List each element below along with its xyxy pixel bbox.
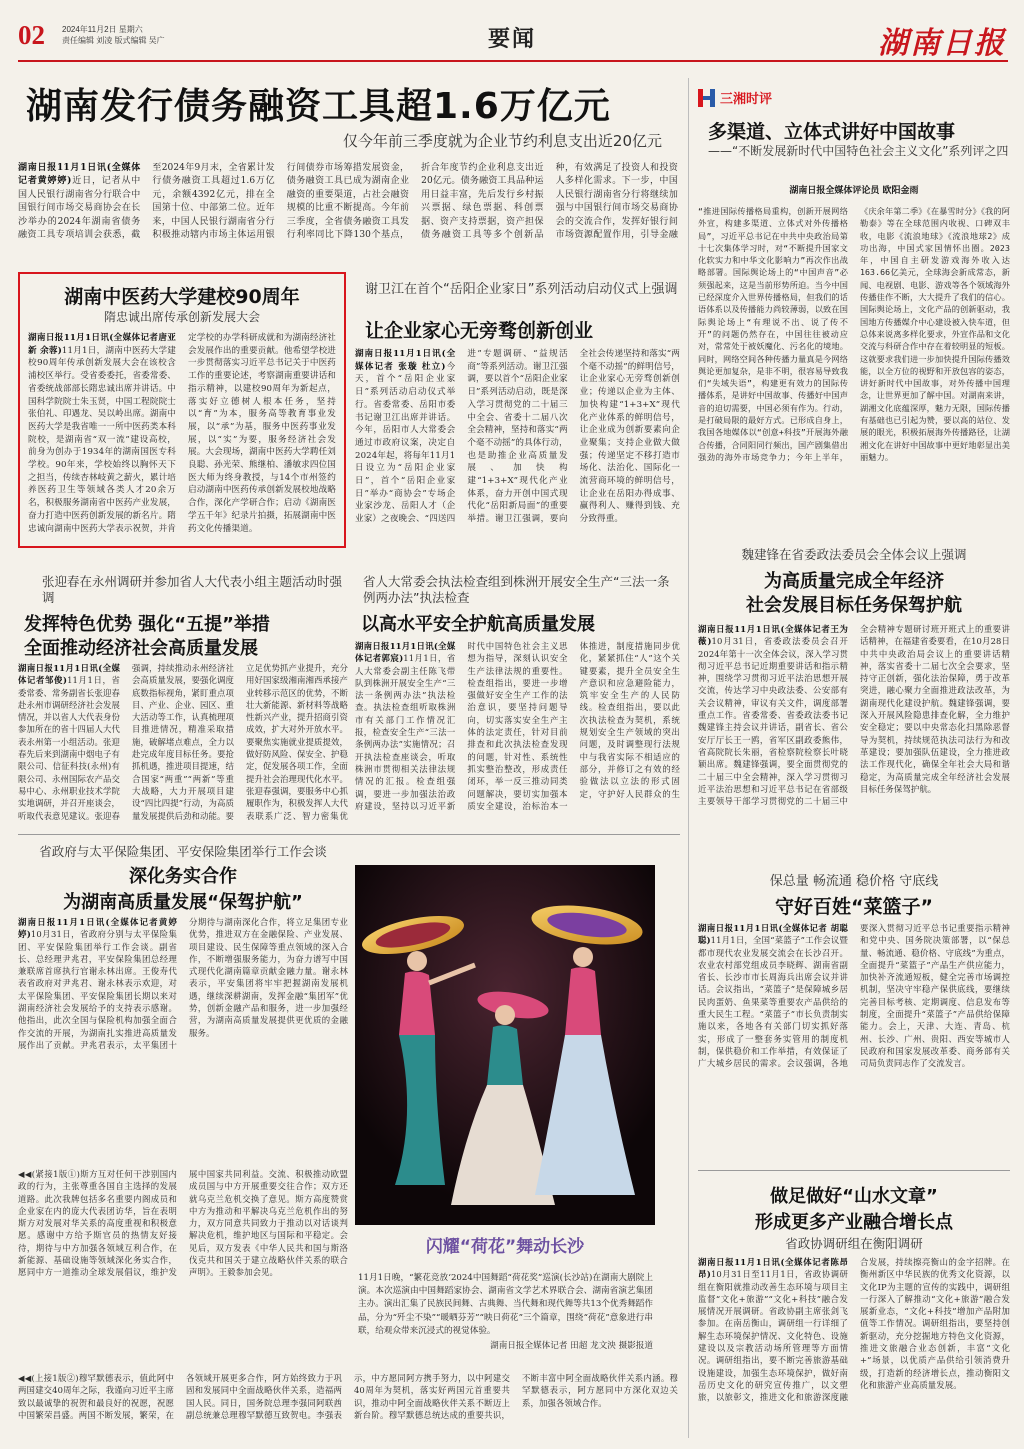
tcm-headline: 湖南中医药大学建校90周年 [64, 286, 300, 308]
section-name: 要闻 [488, 26, 537, 52]
insurance-kicker: 省政府与太平保险集团、平安保险集团举行工作会谈 [39, 844, 327, 859]
insurance-headline-2: 为湖南高质量发展“保驾护航” [63, 892, 303, 913]
safety-byline: 湖南日报11月1日讯(全媒体记者郭宸) [355, 641, 456, 664]
politics-article [698, 545, 1010, 835]
zhang-headline-1: 发挥特色优势 强化“五提”举措 [24, 614, 270, 635]
safety-headline: 以高水平安全护航高质量发展 [361, 614, 595, 635]
lead-body [18, 162, 678, 254]
zhang-headline-2: 全面推动经济社会高质量发展 [24, 638, 258, 659]
right-divider [698, 1170, 1010, 1171]
tcm-subhead: 隋忠诚出席传承创新发展大会 [103, 310, 260, 324]
politics-headline-2: 社会发展目标任务保驾护航 [746, 595, 962, 616]
lead-headline: 湖南发行债务融资工具超1.6万亿元 [26, 86, 611, 127]
zhang-article [18, 574, 348, 824]
column-divider [688, 78, 689, 1438]
tcm-body-text: 11月1日，湖南中医药大学建校90周年传承创新发展大会在该校含浦校区举行。受省委委托，省委常委、省委统战部部长隋忠诚出席并讲话。中国科学院院士朱玉贤，中国工程院院士张伯礼、印遇龙、吴以岭出席。湖南中医药大学是我省唯一一所中医药类本科院校，是湖南省“双一流”建设高校，前身为创办于1934年的湖南国医专科学校。90年来，学校始终以胸怀天下之担当，传续杏林岐黄之薪火，累计培养医药卫生等领域各类人才20余万名，积极服务湖南省中医药产业发展，奋力打造中医药创新发展的新名片。隋忠诚向湖南中医药大学表示祝贺，并肯定学校的办学科研成就和为湖南经济社会发展作出的重要贡献。他希望学校进一步贯彻落实习近平总书记关于中医药工作的重要论述，考察湖南重要讲话和指示精神，以建校90周年为新起点，落实好立德树人根本任务，坚持以“育”为本，服务高等教育事业发展，以“承”为基，服务中医药事业发展，以“实”为要，服务经济社会发展。大会现场，湖南中医药大学聘任刘良聪、孙光荣、熊继柏、潘敏求四位国医大师为终身教授，与14个市州签约启动湖南中医药传承创新发展校地战略合作，深化产学研合作；启动《湖南医学五千年》纪录片拍摄，拓展湖南中医药文化传播渠道。 [28, 333, 336, 534]
commentary-subhead: ——“不断发展新时代中国特色社会主义文化”系列评之四 [708, 144, 1009, 158]
masthead-meta [62, 24, 165, 46]
photo-caption [358, 1272, 653, 1353]
commentary-headline: 多渠道、立体式讲好中国故事 [708, 121, 956, 143]
landscape-subhead: 省政协调研组在衡阳调研 [785, 1236, 923, 1251]
page-number: 02 [18, 20, 45, 50]
masthead [18, 18, 1008, 62]
issue-date: 2024年11月2日 星期六 [62, 25, 143, 34]
insurance-body-text: 10月31日，省政府分别与太平保险集团、平安保险集团举行工作会谈。副省长、总经理尹兆君，平安保险集团总经理兼联席首席执行官谢永林出席。王俊寿代表省政府对尹兆君、谢永林表示欢迎，对太平保险集团、平安保险集团长期以来对湖南经济社会发展给予的支持表示感谢。他指出，此次全国与保险机构加强全面合作交流的开展，为湖南扎实推进高质量发展作出了贡献。尹兆君表示，太平集团十分期待与湖南深化合作，将立足集团专业优势，推进双方在金融保险、产业发展、项目建设、民生保障等重点领域的深入合作，不断增强服务能力，为奋力谱写中国式现代化湖南篇章贡献金融力量。谢永林表示，平安集团将牢牢把握湖南发展机遇，继续深耕湖南，发挥金融“集团军”优势，创新金融产品和服务，进一步加强经营，为湖南高质量发展提供更优质的金融服务。 [18, 917, 348, 1050]
xie-article [355, 282, 680, 548]
safety-kicker: 省人大常委会执法检查组到株洲开展安全生产“三法一条例两办法”执法检查 [363, 574, 670, 605]
xie-body [355, 348, 680, 548]
safety-body-text: 11月1日，省人大常委会副主任陈飞带队到株洲开展安全生产“三法一条例两办法”执法检查。执法检查组听取株洲市有关部门工作情况汇报，检查安全生产“三法一条例两办法”实施情况；召开执法检查座谈会，听取株洲市贯彻相关法律法规情况的汇报。检查组强调，要进一步加强法治政府建设，坚持以习近平新时代中国特色社会主义思想为指导，深刻认识安全生产法律法规的重要性。检查组指出，要进一步增强做好安全生产工作的法治意识，要坚持问题导向，切实落实安全生产主体的法定责任，针对目前排查和此次执法检查发现的问题，针对性、系统性抓实整治整改，形成责任闭环，举一反三推动同类问题解决，要切实加强本质安全建设，治标治本一体推进，制度措施同步优化，紧紧抓住“人”这个关键要素，提升全员安全生产意识和应急避险能力，筑牢安全生产的人民防线。检查组指出，要以此次执法检查为契机，系统规划安全生产领域的突出问题，及时调整现行法规中与我省实际不相适应的部分，并修订之有效的经验做法以立法的形式固定，守护好人民群众的生 [355, 641, 680, 811]
xie-headline: 让企业家心无旁骛创新创业 [365, 320, 594, 342]
zhang-body [18, 662, 348, 822]
landscape-body-text: 10月31日至11月1日，省政协调研组在衡阳就推动改善生态环境与项目主监督“文化+旅游”“文化+科技”融合发展情况开展调研。省政协副主席张剑飞参加。在南岳衡山，调研组一行详细了解生态环境保护情况、文化特色、设施建设以及宗教活动场所管理等方面情况。调研组指出，要不断完善旅游基础设施建设，加强生态环境保护，做好南岳历史文化的研究宣传推广，以文塑旅，以旅彰文，推进文化和旅游深度融合发展，持续擦亮衡山的金字招牌。在衡州新区中华民族的优秀文化资源，以文化IP为主题的宣传的实践中，调研组一行深入了解推动“文化+旅游”融合发展新业态，“文化+科技”增加产品附加值等工作情况。调研组指出，要坚持创新驱动，充分挖掘地方特色文化资源，推进文旅融合业态创新，丰富“文化+”场景，以优质产品供给引领消费升级，打造新的经济增长点，推动衡阳文化和旅游产业高质量发展。 [698, 1257, 1010, 1403]
xie-body-text: 今天，首个“岳阳企业家日”系列活动启动仪式举行。省委常委、岳阳市委书记谢卫江出席并讲话。今年，岳阳市人大常委会通过市政府议案，决定自2024年起，将每年11月1日设立为“岳阳企业家日”，首个“岳阳企业家日”举办“商协会”专场企业家沙龙、岳阳人才（企业家）之夜晚会、“四送四进”专题调研、“益规活商”等系列活动。谢卫江强调，要以首个“岳阳企业家日”系列活动启动，既是深入学习贯彻党的二十届三中全会、省委十二届八次全会精神，坚持和落实“两个毫不动摇”的具体行动，也是助推企业高质量发展、加快构建“1+3+X”现代化产业体系，奋力开创中国式现代化“岳阳新局面”的重要举措。谢卫江强调，要向全社会传递坚持和落实“两个毫不动摇”的鲜明信号，让企业家心无旁骛创新创业；传递以企业为主体、加快构建“1+3+X”现代化产业体系的鲜明信号，让企业成为创新要素向企业聚集；支持企业做大做强；传递坚定不移打造市场化、法治化、国际化一流营商环境的鲜明信号，让企业在岳阳办得成事、赢得利人、赚得到钱、充分致得重。 [355, 349, 680, 525]
zhang-byline: 湖南日报11月1日讯(全媒体记者邹俊) [18, 663, 120, 686]
politics-kicker: 魏建锋在省委政法委员会全体会议上强调 [741, 547, 967, 562]
vegetable-byline: 湖南日报11月1日讯(全媒体记者 胡聪聪) [698, 923, 848, 946]
vegetable-body [698, 922, 1010, 1152]
section-divider [18, 834, 680, 835]
lead-body-text: 近日，记者从中国人民银行湖南省分行联合中国银行间市场交易商协会在长沙举办的2024年湖南省债务融资工具专项培训会获悉，截至2024年9月末，全省累计发行债务融资工具超过1.6万亿元，余额4392亿元，排在全国第十位、中部第二位。近年来，中国人民银行湖南省分行积极推动辖内市场主体运用银行间债券市场筹措发展资金，债务融资工具已成为湖南企业融资的重要渠道，占社会融资规模的比重不断提高。今年前三季度，全省债务融资工具发行利率同比下降130个基点，折合年度节约企业利息支出近20亿元。债务融资工具品种运用日益丰富，先后发行乡村振兴票据、绿色票据、科创票据、资产支持票据，资产担保债务融资工具等多个创新品种，有效满足了投资人和投资人多样化需求。下一步，中国人民银行湖南省分行将继续加强与中国银行间市场交易商协会的交流合作，发挥好银行间市场资源配置作用，引导金融 [18, 163, 678, 241]
paper-logo: 湖南日报 [878, 26, 1006, 61]
lead-article [18, 78, 678, 258]
tcm-byline: 湖南日报11月1日讯(全媒体记者唐亚新 余蓉) [28, 333, 176, 356]
photo-caption-text: 11月1日晚，“繁花竞放‘2024中国舞蹈“荷花奖”巡演(长沙站)在湖南大剧院上演。本次巡演由中国舞蹈家协会、湖南省文学艺术界联合会、湖南省演艺集团主办。演出汇集了民族民间舞、古典舞、当代舞和现代舞等共13个优秀舞蹈作品，分为“歼尘不染”“暖晒芬芳”“映日荷花”三个篇章，围绕“荷花”意象进行串联，给观众带来沉浸式的视觉体验。 [358, 1273, 653, 1336]
commentary-body: “推进国际传播格局重构，创新开展网络外宣，构建多渠道、立体式对外传播格局”，习近平总书记在中共中央政治局第十七次集体学习时，对“不断提升国家文化软实力和中华文化影响力”再次作出战略部署。国际舆论场上的“中国声音”必须强起来，这是当前形势所迫。当今中国已经深度介入世界传播格局，但我们的话语体系以及传播能力尚较薄弱，以致在国际舆论场上“有理说不出、说了传不开”的问题仍然存在，中国往往被动应对，常常处于被妖魔化、污名化的境地。同时，网络空间各种传播力量真是今网络舆论更加复杂，是非不明，很容易导致我们“失域失语”，构建更有效力的国际传播体系，是讲好中国故事、传播好中国声音的迫切需要，中国必须有作为。行动，是打破局限的最好方式。已形成自身上，我国各地媒体以“创意+科技”开展海外融合传播，合同阳同行频出，国产剧集借出强劲的海外市场竞争力；今年上半年，《庆余年第二季》《在暴雪时分》《我的阿勒泰》等在全球范围内收视、口碑双丰收，电影《流浪地球》《流浪地球2》成功出海，中国式家国情怀出圈。2023年，中国自主研发游戏海外收入达163.66亿美元，全球海会新成常态，新闻、电视剧、电影、游戏等各个领域海外传播佳作不断，大大提升了我们的信心。国际舆论场上，文化产品的创新驱动，我国地方传播媒介中心建设被入快车道，但总体来说离多样化要求，外宣作品和文化交流与科研合作中存在着较明显的短板。这就要求我们进一步加快提升国际传播效能，以全方位的视野和开放包容的姿态，讲好新时代中国故事，对外传播中国理念，让世界更加了解中国。对湖南来讲，湖湘文化底蕴深厚，魅力无限，国际传播有基础也已引起为赞，要以高的站位、发展的眼光，积极拓展海外传播路径，让湖湘文化在讲好中国故事中更好地彰显出美丽魅力。 [698, 206, 1010, 462]
lead-byline: 湖南日报11月1日讯(全媒体记者黄婷婷) [18, 163, 141, 187]
dance-photo [355, 865, 655, 1225]
continued-body-b: ◀◀(上接1版②)穆罕默德表示，值此阿中两国建交40周年之际，我谨向习近平主席致以最诚挚的祝贺和最良好的祝愿，祝愿中国繁荣昌盛。两国不断发展，繁荣，在各领域开展更多合作，阿方始终致力于巩固和发展同中全面战略伙伴关系，造福两国人民。同日，国务院总理李强同阿联酋副总统兼总理穆罕默德互致贺电。李强表示，中方愿同阿方携手努力，以中阿建交40周年为契机，落实好两国元首重要共识，推动中阿全面战略伙伴关系不断迈上新台阶。穆罕默德总统达成的重要共识，不断丰富中阿全面战略伙伴关系内涵。穆罕默德表示，阿方愿同中方深化双边关系，加强各领域合作。 [18, 1373, 678, 1420]
continued-body-a: ◀◀(紧接1版①)斯方互对任何干涉别国内政的行为，主张尊重各国自主选择的发展道路。此次我牌包括多名重要内阁成员和企业家在内的庞大代表团访华，旨在表明斯方对发展对华关系的高度重视和积极意愿。感谢中方给予斯官员的热情友好接待，期待与中方加强各领域互利合作，在新能源、基础设施等领域深化务实合作，愿同中方一道推动全球发展倡议，维护发展中国家共同利益。交流、积极推动欧盟成员国与中方开展重要交往合作；双方还就乌克兰危机交换了意见。斯方高度赞赏中方为推动和平解决乌克兰危机作出的努力，双方同意共同致力于推动以对话谈判解决危机，维护地区与国际和平稳定。会见后，双方发表《中华人民共和国与斯洛伐克共和国关于建立战略伙伴关系的联合声明》。王毅参加会见。 [18, 1169, 348, 1278]
landscape-body [698, 1256, 1010, 1436]
commentary-column-logo [698, 88, 1010, 107]
vegetable-kicker: 保总量 畅流通 稳价格 守底线 [769, 874, 939, 889]
photo-credit: 湖南日报全媒体记者 田超 龙文泱 摄影报道 [490, 1341, 653, 1352]
tcm-article [18, 272, 346, 548]
commentary-byline: 湖南日报全媒体评论员 欧阳金雨 [789, 186, 919, 196]
zhang-kicker: 张迎春在永州调研并参加省人大代表小组主题活动时强调 [42, 574, 343, 605]
insurance-headline-1: 深化务实合作 [129, 866, 237, 887]
photo-caption-title: 闪耀“荷花”舞动长沙 [425, 1237, 585, 1257]
commentary-article [698, 88, 1010, 536]
politics-body-text: 10月31日，省委政法委员会召开2024年第十一次全体会议，深入学习贯彻习近平总书记近期重要讲话和指示精神，围绕学习贯彻习近平法治思想开展交流，传达学习中央政法委、公安部有关会议精神，审议有关文件，调度部署重点工作。省委常委、省委政法委书记魏建锋主持会议并讲话，副省长、省公安厅厅长王一鸥，省军区副政委熊伟，省高院院长朱丽，省检察院检察长叶晓颖出席。魏建锋强调，要全面贯彻党的二十届三中全会精神，深入学习贯彻习近平法治思想和习近平总书记在省部级主要领导干部学习贯彻党的二十届三中全会精神专题研讨班开班式上的重要讲话精神，在福建省委要看，在10月28日中共中央政治局会议上的重要讲话精神，落实省委十二届七次全会要求，坚持守正创新，强化法治保障，勇于改革突进，融心聚力全面推进政法改革，为湖南现代化建设护航。魏建锋强调，要深入开展风险隐患排查化解，全力维护安全稳定；要以中央常态化扫黑除恶督导为契机，持续规范执法司法行为和改革建设；要加强队伍建设，全力推进政法工作现代化，确保全年社会大局和谐稳定，为高质量完成全年经济社会发展目标任务保驾护航。 [698, 624, 1010, 807]
politics-byline: 湖南日报11月1日讯(全媒体记者王为薇) [698, 624, 848, 647]
landscape-article [698, 1182, 1010, 1444]
landscape-headline-2: 形成更多产业融合增长点 [755, 1212, 953, 1233]
vegetable-headline: 守好百姓“菜篮子” [775, 896, 933, 918]
tcm-body [28, 332, 336, 542]
xie-byline: 湖南日报11月1日讯(全媒体记者 张璇 杜立) [355, 349, 456, 372]
politics-body [698, 623, 1010, 829]
xie-kicker: 谢卫江在首个“岳阳企业家日”系列活动启动仪式上强调 [365, 282, 678, 297]
dance-photo-illustration [355, 865, 655, 1225]
politics-headline-1: 为高质量完成全年经济 [764, 571, 944, 592]
vegetable-basket-article [698, 870, 1010, 1160]
lead-subhead: 仅今年前三季度就为企业节约利息支出近20亿元 [342, 132, 662, 150]
landscape-byline: 湖南日报11月1日讯(全媒体记者陈昂昂) [698, 1257, 848, 1280]
insurance-article [18, 842, 348, 1160]
vegetable-body-text: 11月1日，全国“菜篮子”工作会议暨都市现代农业发展交流会在长沙召开。农业农村部党组成员李晓辉、湖南省副省长、长沙市市长周海兵出席会议并讲话。会议指出，“菜篮子”是保障城乡居民肉蛋奶、鱼果菜等重要农产品供给的重大民生工程。“菜篮子”市长负责制实施以来，各地各有关部门切实抓好落实，形成了一整套务实管用的制度机制，保供稳价和工作举措，有效保证了广大城乡居民的需求。会议强调，各地要深入贯彻习近平总书记重要指示精神和党中央、国务院决策部署，以“保总量、畅流通、稳价格、守底线”为重点，全面提升“菜篮子”产品生产供应能力，加快补齐流通短板，健全完善市场调控机制，坚决守牢稳产保供底线，要继续完善目标考核、定期调度、信息发布等制度，全面提升“菜篮子”产品供给保障能力。会上，天津、大连、青岛、杭州、长沙、广州、贵阳、西安等城市人民政府和国家发展改革委、商务部有关司局负责同志作了交流发言。 [698, 923, 1010, 1069]
zhang-body-text: 11月1日，省委常委、常务副省长张迎春赴永州市调研经济社会发展情况，并以省人大代表身份参加所在的省十四届人大代表永州第一小组活动。张迎春先后来到湖南中烟电子有限公司、信征科技(永州)有限公司、永州国际农产品交易中心、永州职业技术学院实地调研，并召开座谈会，听取代表意见建议。张迎春强调，持续推动永州经济社会高质量发展，要强化调度底数指标视角，紧盯重点项目、产业、企业、园区、重大活动等工作，认真梳理项目推进情况，精准采取措施，破解堵点难点，全力以赴完成年度目标任务。要抢抓机遇，推进项目提速，结合国家“两重”“两新”等重大战略，大力开展项目建设“四比四提”行动，为高质量发展提供后劲和动能。要立足优势抓产业提升，充分用好国家级湘南湘西承接产业转移示范区的优势，不断壮大新能源、新材料等战略性新兴产业，提升招商引资成效，扩大对外开放水平。要聚焦实施就业提质提效，做好防风险、保安全、护稳定，促发展各项工作，全面提升社会治理现代化水平。张迎春强调，要服务中心抓履职作为，积极发挥人大代表联系广泛、智力密集优 [18, 663, 348, 821]
commentary-tag: 三湘时评 [720, 92, 773, 107]
insurance-body [18, 916, 348, 1148]
editors: 责任编辑 刘凌 版式编辑 吴广 [62, 36, 165, 45]
safety-body [355, 640, 680, 820]
xiang-logo-icon [698, 89, 716, 107]
safety-article [355, 574, 680, 824]
insurance-byline: 湖南日报11月1日讯(全媒体记者黄婷婷) [18, 917, 177, 940]
continued-article-b [18, 1372, 678, 1442]
landscape-headline-1: 做足做好“山水文章” [770, 1186, 938, 1207]
